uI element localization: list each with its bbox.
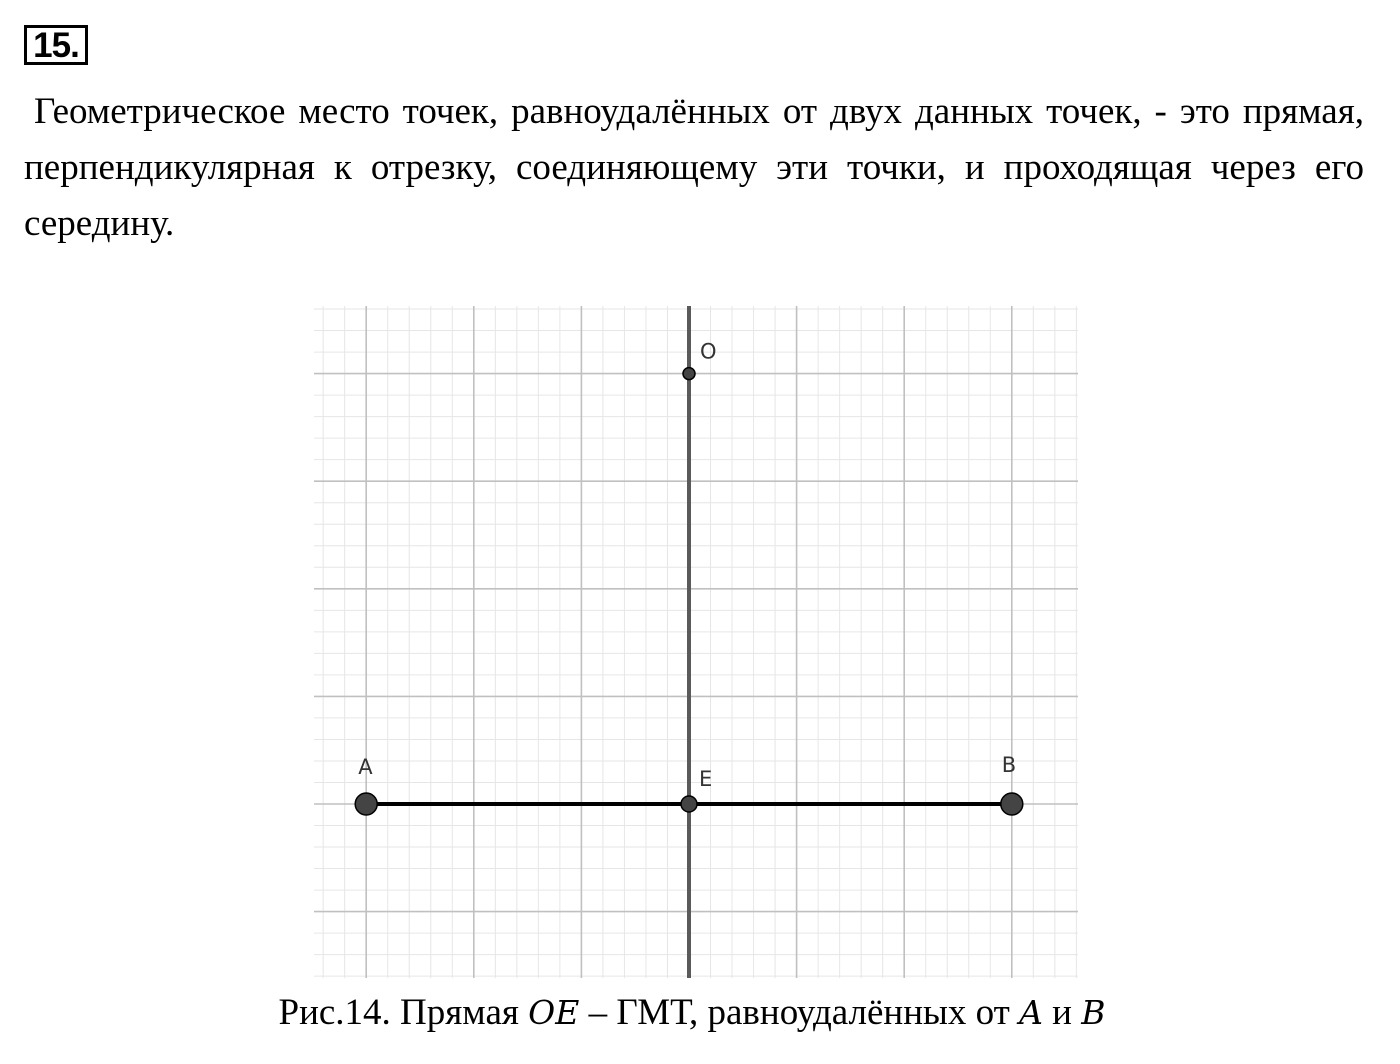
point-label-e: E [699,767,713,791]
point-label-o: O [700,339,717,364]
caption-point-b: B [1081,993,1106,1032]
point-a [355,793,377,815]
point-label-a: A [358,755,373,779]
point-label-b: B [1001,753,1017,777]
grid-major [314,306,1078,978]
point-o [683,368,695,380]
caption-middle: – ГМТ, равноудалённых от [579,992,1020,1033]
grid-minor [314,306,1078,978]
caption-prefix: Рис.14. Прямая [278,992,529,1033]
caption-line-name: OE [528,993,580,1032]
point-e [681,796,697,812]
figure-caption [0,989,1384,1037]
point-b [1001,793,1023,815]
caption-point-a: A [1019,993,1043,1032]
problem-number: 15. [24,25,88,65]
problem-statement: Геометрическое место точек, равноудалённых от двух данных точек, - это прямая, перпендикулярная к отрезку, соединяющему эти точки, и проходящая через его середину. [24,91,1364,244]
caption-conj: и [1042,992,1082,1033]
